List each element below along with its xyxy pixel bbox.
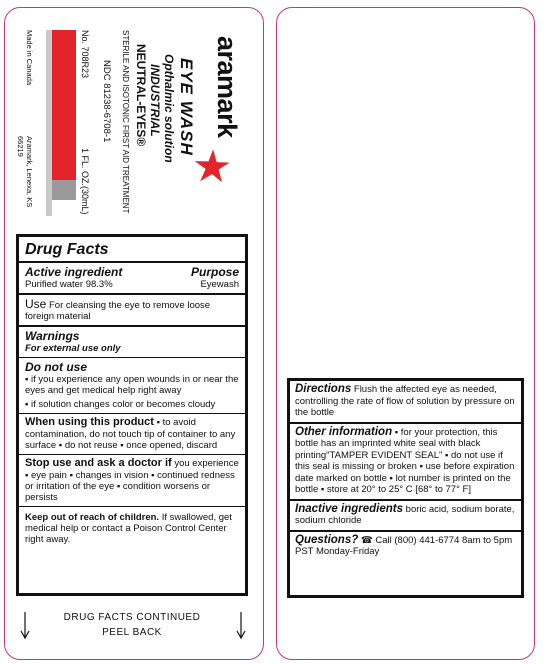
bullet-icon: ▪ — [69, 470, 76, 481]
bullet-icon: ▪ — [389, 472, 396, 484]
bullet-icon: ▪ — [116, 481, 123, 492]
inactive-text: boric acid, sodium borate, sodium chloride — [295, 503, 515, 526]
bullet-icon: ▪ — [419, 461, 426, 472]
other-item: lot number is printed on the bottle — [295, 472, 511, 495]
product-type: INDUSTRIAL — [148, 64, 162, 137]
directions-section — [290, 381, 521, 424]
bullet-icon: ▪ — [320, 484, 327, 495]
bullet-icon: ▪ — [25, 470, 32, 481]
when-using-heading: When using this product — [25, 416, 154, 428]
bullet-icon: ▪ — [445, 449, 452, 461]
product-brand-name: NEUTRAL-EYES® — [134, 44, 148, 147]
questions-text: Call (800) 441-6774 8am to 5pm PST Monday-Friday — [295, 534, 513, 557]
when-using-item: do not reuse — [64, 440, 118, 451]
manufacturer-address: Aramark, Lenexa, KS 66219 — [16, 136, 34, 208]
other-item: use before expiration date marked on bottle — [295, 461, 515, 484]
stop-use-item: changes in vision — [75, 470, 149, 481]
down-arrow-icon — [236, 612, 246, 640]
use-text: For cleansing the eye to remove loose foreign material — [25, 300, 211, 322]
product-name: EYE WASH — [177, 58, 196, 156]
do-not-use-heading: Do not use — [25, 360, 87, 374]
questions-heading: Questions? — [295, 533, 359, 546]
keep-out-section — [19, 507, 245, 550]
bullet-icon: ▪ — [58, 440, 65, 451]
do-not-use-item: if you experience any open wounds in or near the eyes and get medical help right away — [25, 374, 239, 396]
sterile-statement: STERILE AND ISOTONIC FIRST AID TREATMENT — [121, 30, 130, 214]
stop-use-item: condition worsens or persists — [25, 481, 211, 503]
made-in: Made in Canada — [25, 30, 34, 86]
keep-heading: Keep out of reach of children. — [25, 512, 160, 523]
star-logo-icon — [194, 148, 232, 186]
brand-logo: aramark — [212, 36, 242, 138]
keep-text: If swallowed, get medical help or contact a Poison Control Center right away. — [25, 512, 232, 545]
stop-use-item: eye pain — [31, 470, 67, 481]
other-information-section — [290, 424, 521, 501]
use-heading: Use — [25, 297, 47, 311]
bullet-icon: ▪ — [394, 426, 401, 438]
bullet-icon: ▪ — [25, 399, 32, 410]
drug-facts-box — [16, 234, 248, 596]
directions-heading: Directions — [295, 383, 352, 395]
active-ingredient-section — [19, 263, 245, 295]
other-item: store at 20° to 25° C [68° to 77° F] — [326, 484, 471, 495]
phone-icon: ☎ — [360, 534, 373, 546]
other-item: do not use if this seal is missing or broken — [295, 449, 503, 472]
bullet-icon: ▪ — [151, 470, 158, 481]
ndc-number: NDC 81238-6708-1 — [101, 60, 112, 143]
front-label — [10, 30, 246, 216]
directions-text: Flush the affected eye as needed, controlling the rate of flow of solution by pressure on the bottle — [295, 384, 515, 418]
drug-facts-continued — [16, 610, 248, 640]
when-using-item: to avoid contamination, do not touch tip of container to any surface — [25, 417, 236, 451]
purpose: Eyewash — [200, 279, 239, 290]
warnings-section — [19, 327, 245, 358]
when-using-item: once opened, discard — [126, 440, 218, 451]
do-not-use-item: if solution changes color or becomes cloudy — [31, 399, 216, 410]
continued-line: DRUG FACTS CONTINUED — [63, 612, 201, 623]
stop-use-heading: Stop use and ask a doctor if — [25, 457, 172, 469]
active-ingredient: Purified water 98.3% — [25, 279, 113, 290]
purpose-heading: Purpose — [190, 265, 239, 279]
questions-section — [290, 532, 521, 561]
active-heading: Active ingredient — [25, 265, 123, 279]
color-bars — [42, 30, 76, 216]
bullet-icon: ▪ — [156, 417, 163, 428]
item-number: No. 708R23 — [80, 30, 90, 79]
bullet-icon: ▪ — [120, 440, 127, 451]
stop-use-section — [19, 455, 245, 507]
do-not-use-section — [19, 358, 245, 414]
drug-facts-continued-box — [287, 378, 524, 598]
other-item: for your protection, this bottle has an imprinted white seal with black printing"TAMPER EVIDENT SEAL" — [295, 426, 498, 461]
inactive-ingredients-section — [290, 501, 521, 532]
stop-use-lead: you experience — [174, 458, 239, 469]
other-heading: Other information — [295, 425, 393, 438]
warnings-heading: Warnings — [25, 329, 80, 343]
volume: 1 FL. OZ.(30mL) — [80, 148, 90, 215]
warnings-sub: For external use only — [25, 343, 121, 354]
stop-use-item: continued redness or irritation of the eye — [25, 470, 235, 492]
peel-back-line: PEEL BACK — [102, 627, 162, 638]
when-using-section — [19, 414, 245, 455]
drug-facts-title: Drug Facts — [19, 237, 245, 263]
bullet-icon: ▪ — [25, 374, 32, 385]
product-subtitle: Opthalmic solution — [162, 54, 176, 163]
inactive-heading: Inactive ingredients — [295, 502, 404, 515]
use-section — [19, 295, 245, 327]
